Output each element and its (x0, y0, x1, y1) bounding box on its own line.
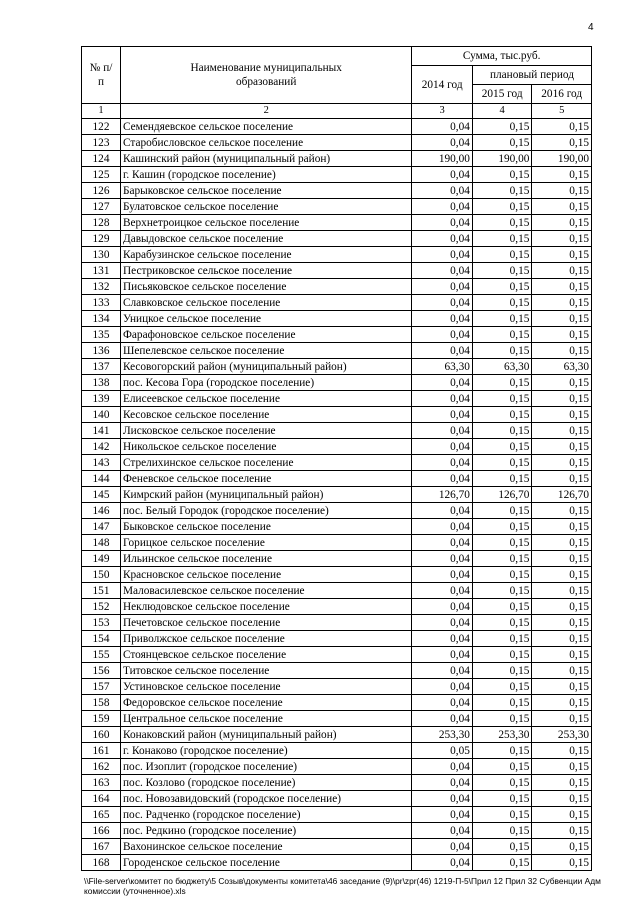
amount-2014: 0,04 (412, 839, 473, 855)
amount-2015: 0,15 (472, 839, 532, 855)
table-row (82, 695, 592, 711)
table-row (82, 359, 592, 375)
amount-2014: 0,04 (412, 711, 473, 727)
municipality-name: Барыковское сельское поселение (120, 183, 411, 199)
municipality-name: пос. Кесова Гора (городское поселение) (120, 375, 411, 391)
row-number: 130 (82, 247, 121, 263)
amount-2014: 63,30 (412, 359, 473, 375)
amount-2015: 0,15 (472, 471, 532, 487)
amount-2014: 126,70 (412, 487, 473, 503)
table-row (82, 183, 592, 199)
column-number: 2 (120, 104, 411, 119)
municipality-name: Верхнетроицкое сельское поселение (120, 215, 411, 231)
row-number: 128 (82, 215, 121, 231)
municipality-name: пос. Белый Городок (городское поселение) (120, 503, 411, 519)
amount-2016: 0,15 (532, 567, 592, 583)
amount-2016: 0,15 (532, 631, 592, 647)
table-row (82, 311, 592, 327)
row-number: 137 (82, 359, 121, 375)
amount-2015: 0,15 (472, 679, 532, 695)
amount-2014: 0,04 (412, 279, 473, 295)
row-number: 126 (82, 183, 121, 199)
municipality-name: пос. Новозавидовский (городское поселение) (120, 791, 411, 807)
amount-2014: 0,04 (412, 183, 473, 199)
municipality-name: Кашинский район (муниципальный район) (120, 151, 411, 167)
table-row (82, 135, 592, 151)
header-number: № п/п (82, 47, 121, 104)
amount-2014: 0,04 (412, 311, 473, 327)
amount-2016: 0,15 (532, 839, 592, 855)
table-row (82, 711, 592, 727)
amount-2016: 190,00 (532, 151, 592, 167)
row-number: 136 (82, 343, 121, 359)
amount-2015: 0,15 (472, 119, 532, 135)
amount-2016: 0,15 (532, 535, 592, 551)
column-number: 5 (532, 104, 592, 119)
municipality-name: Печетовское сельское поселение (120, 615, 411, 631)
amount-2016: 126,70 (532, 487, 592, 503)
row-number: 139 (82, 391, 121, 407)
header-name: Наименование муниципальных образований (120, 47, 411, 104)
amount-2014: 0,04 (412, 599, 473, 615)
amount-2014: 0,04 (412, 439, 473, 455)
budget-table (81, 46, 592, 871)
amount-2014: 0,04 (412, 807, 473, 823)
row-number: 135 (82, 327, 121, 343)
municipality-name: Быковское сельское поселение (120, 519, 411, 535)
amount-2016: 0,15 (532, 663, 592, 679)
amount-2014: 0,04 (412, 631, 473, 647)
row-number: 129 (82, 231, 121, 247)
amount-2014: 0,04 (412, 823, 473, 839)
row-number: 125 (82, 167, 121, 183)
municipality-name: Ильинское сельское поселение (120, 551, 411, 567)
row-number: 124 (82, 151, 121, 167)
amount-2015: 253,30 (472, 727, 532, 743)
amount-2015: 0,15 (472, 263, 532, 279)
table-row (82, 567, 592, 583)
amount-2015: 0,15 (472, 743, 532, 759)
row-number: 132 (82, 279, 121, 295)
amount-2015: 0,15 (472, 375, 532, 391)
table-row (82, 423, 592, 439)
row-number: 140 (82, 407, 121, 423)
municipality-name: Федоровское сельское поселение (120, 695, 411, 711)
table-header (82, 47, 592, 119)
municipality-name: Уницкое сельское поселение (120, 311, 411, 327)
amount-2015: 0,15 (472, 807, 532, 823)
table-row (82, 823, 592, 839)
amount-2014: 0,04 (412, 759, 473, 775)
row-number: 144 (82, 471, 121, 487)
row-number: 155 (82, 647, 121, 663)
amount-2015: 0,15 (472, 583, 532, 599)
amount-2016: 0,15 (532, 439, 592, 455)
municipality-name: Никольское сельское поселение (120, 439, 411, 455)
table-row (82, 471, 592, 487)
amount-2015: 0,15 (472, 663, 532, 679)
amount-2015: 0,15 (472, 759, 532, 775)
table-row (82, 375, 592, 391)
amount-2016: 0,15 (532, 423, 592, 439)
table-row (82, 775, 592, 791)
table-row (82, 631, 592, 647)
table-row (82, 615, 592, 631)
row-number: 164 (82, 791, 121, 807)
amount-2015: 0,15 (472, 295, 532, 311)
row-number: 133 (82, 295, 121, 311)
amount-2015: 0,15 (472, 327, 532, 343)
amount-2015: 0,15 (472, 823, 532, 839)
row-number: 148 (82, 535, 121, 551)
row-number: 150 (82, 567, 121, 583)
amount-2015: 0,15 (472, 519, 532, 535)
amount-2016: 0,15 (532, 183, 592, 199)
table-row (82, 279, 592, 295)
amount-2014: 253,30 (412, 727, 473, 743)
amount-2016: 0,15 (532, 583, 592, 599)
amount-2014: 0,04 (412, 263, 473, 279)
amount-2015: 0,15 (472, 599, 532, 615)
table-row (82, 551, 592, 567)
municipality-name: Красновское сельское поселение (120, 567, 411, 583)
municipality-name: Приволжское сельское поселение (120, 631, 411, 647)
amount-2016: 0,15 (532, 455, 592, 471)
amount-2015: 190,00 (472, 151, 532, 167)
amount-2014: 0,04 (412, 567, 473, 583)
row-number: 122 (82, 119, 121, 135)
municipality-name: Кимрский район (муниципальный район) (120, 487, 411, 503)
row-number: 153 (82, 615, 121, 631)
amount-2015: 0,15 (472, 711, 532, 727)
amount-2016: 0,15 (532, 119, 592, 135)
column-number: 4 (472, 104, 532, 119)
municipality-name: Конаковский район (муниципальный район) (120, 727, 411, 743)
municipality-name: Шепелевское сельское поселение (120, 343, 411, 359)
table-row (82, 855, 592, 871)
amount-2016: 0,15 (532, 503, 592, 519)
amount-2014: 0,04 (412, 327, 473, 343)
amount-2014: 0,04 (412, 615, 473, 631)
table-row (82, 391, 592, 407)
amount-2015: 0,15 (472, 855, 532, 871)
header-year-2014: 2014 год (412, 66, 473, 104)
municipality-name: Булатовское сельское поселение (120, 199, 411, 215)
amount-2015: 126,70 (472, 487, 532, 503)
header-planned-period: плановый период (472, 66, 591, 85)
table-row (82, 439, 592, 455)
amount-2014: 0,04 (412, 343, 473, 359)
row-number: 167 (82, 839, 121, 855)
amount-2016: 0,15 (532, 775, 592, 791)
amount-2015: 0,15 (472, 567, 532, 583)
amount-2015: 0,15 (472, 231, 532, 247)
amount-2014: 0,04 (412, 119, 473, 135)
row-number: 146 (82, 503, 121, 519)
row-number: 154 (82, 631, 121, 647)
amount-2016: 0,15 (532, 295, 592, 311)
amount-2016: 0,15 (532, 791, 592, 807)
header-year-2016: 2016 год (532, 85, 592, 104)
amount-2016: 0,15 (532, 615, 592, 631)
amount-2016: 0,15 (532, 279, 592, 295)
amount-2014: 0,04 (412, 663, 473, 679)
table-row (82, 407, 592, 423)
amount-2016: 0,15 (532, 711, 592, 727)
amount-2016: 0,15 (532, 855, 592, 871)
amount-2015: 0,15 (472, 215, 532, 231)
municipality-name: Елисеевское сельское поселение (120, 391, 411, 407)
amount-2014: 0,04 (412, 583, 473, 599)
table-row (82, 199, 592, 215)
amount-2016: 0,15 (532, 743, 592, 759)
municipality-name: Стоянцевское сельское поселение (120, 647, 411, 663)
municipality-name: Лисковское сельское поселение (120, 423, 411, 439)
amount-2016: 0,15 (532, 407, 592, 423)
amount-2016: 253,30 (532, 727, 592, 743)
table-row (82, 215, 592, 231)
municipality-name: Старобисловское сельское поселение (120, 135, 411, 151)
amount-2014: 0,04 (412, 471, 473, 487)
amount-2014: 0,04 (412, 423, 473, 439)
amount-2016: 0,15 (532, 471, 592, 487)
amount-2016: 0,15 (532, 375, 592, 391)
municipality-name: Кесовское сельское поселение (120, 407, 411, 423)
municipality-name: Славковское сельское поселение (120, 295, 411, 311)
row-number: 168 (82, 855, 121, 871)
row-number: 134 (82, 311, 121, 327)
table-row (82, 743, 592, 759)
row-number: 149 (82, 551, 121, 567)
amount-2015: 63,30 (472, 359, 532, 375)
amount-2016: 0,15 (532, 247, 592, 263)
table-row (82, 119, 592, 135)
amount-2016: 0,15 (532, 647, 592, 663)
amount-2014: 0,04 (412, 519, 473, 535)
municipality-name: Устиновское сельское поселение (120, 679, 411, 695)
amount-2016: 0,15 (532, 823, 592, 839)
municipality-name: пос. Редкино (городское поселение) (120, 823, 411, 839)
amount-2016: 0,15 (532, 311, 592, 327)
amount-2015: 0,15 (472, 551, 532, 567)
amount-2014: 0,05 (412, 743, 473, 759)
municipality-name: Неклюдовское сельское поселение (120, 599, 411, 615)
row-number: 156 (82, 663, 121, 679)
amount-2016: 0,15 (532, 391, 592, 407)
amount-2016: 63,30 (532, 359, 592, 375)
amount-2014: 0,04 (412, 455, 473, 471)
amount-2016: 0,15 (532, 231, 592, 247)
row-number: 143 (82, 455, 121, 471)
column-number: 3 (412, 104, 473, 119)
municipality-name: Стрелихинское сельское поселение (120, 455, 411, 471)
amount-2016: 0,15 (532, 135, 592, 151)
table-row (82, 647, 592, 663)
amount-2016: 0,15 (532, 215, 592, 231)
amount-2014: 0,04 (412, 647, 473, 663)
amount-2014: 0,04 (412, 503, 473, 519)
municipality-name: Пестриковское сельское поселение (120, 263, 411, 279)
amount-2016: 0,15 (532, 343, 592, 359)
municipality-name: Семендяевское сельское поселение (120, 119, 411, 135)
municipality-name: Письяковское сельское поселение (120, 279, 411, 295)
amount-2014: 0,04 (412, 375, 473, 391)
column-number: 1 (82, 104, 121, 119)
table-row (82, 727, 592, 743)
row-number: 123 (82, 135, 121, 151)
table-row (82, 599, 592, 615)
amount-2015: 0,15 (472, 775, 532, 791)
table-row (82, 295, 592, 311)
table-row (82, 247, 592, 263)
table-row (82, 327, 592, 343)
amount-2015: 0,15 (472, 167, 532, 183)
amount-2014: 0,04 (412, 295, 473, 311)
municipality-name: Центральное сельское поселение (120, 711, 411, 727)
amount-2014: 0,04 (412, 551, 473, 567)
amount-2015: 0,15 (472, 439, 532, 455)
municipality-name: г. Кашин (городское поселение) (120, 167, 411, 183)
amount-2014: 0,04 (412, 247, 473, 263)
municipality-name: Карабузинское сельское поселение (120, 247, 411, 263)
amount-2015: 0,15 (472, 343, 532, 359)
file-path-footer: \\File-server\комитет по бюджету\5 Созыв\документы комитета\46 заседание (9)\pr\zpr(46) 1219-П-5\Прил 12 Прил 32 Субвенции Адм комиссии (уточненное).xls (84, 876, 601, 896)
municipality-name: Маловасилевское сельское поселение (120, 583, 411, 599)
row-number: 127 (82, 199, 121, 215)
table-row (82, 663, 592, 679)
row-number: 162 (82, 759, 121, 775)
amount-2014: 0,04 (412, 679, 473, 695)
row-number: 165 (82, 807, 121, 823)
amount-2016: 0,15 (532, 167, 592, 183)
amount-2015: 0,15 (472, 695, 532, 711)
amount-2014: 0,04 (412, 791, 473, 807)
table-row (82, 535, 592, 551)
amount-2015: 0,15 (472, 631, 532, 647)
amount-2016: 0,15 (532, 199, 592, 215)
municipality-name: Фарафоновское сельское поселение (120, 327, 411, 343)
municipality-name: Горицкое сельское поселение (120, 535, 411, 551)
amount-2014: 0,04 (412, 391, 473, 407)
amount-2014: 0,04 (412, 775, 473, 791)
municipality-name: Феневское сельское поселение (120, 471, 411, 487)
table-row (82, 503, 592, 519)
amount-2016: 0,15 (532, 327, 592, 343)
amount-2015: 0,15 (472, 407, 532, 423)
municipality-name: г. Конаково (городское поселение) (120, 743, 411, 759)
header-year-2015: 2015 год (472, 85, 532, 104)
amount-2015: 0,15 (472, 455, 532, 471)
row-number: 131 (82, 263, 121, 279)
amount-2015: 0,15 (472, 135, 532, 151)
table-body (82, 119, 592, 871)
row-number: 151 (82, 583, 121, 599)
table-row (82, 679, 592, 695)
amount-2016: 0,15 (532, 695, 592, 711)
municipality-name: Кесовогорский район (муниципальный район) (120, 359, 411, 375)
amount-2016: 0,15 (532, 599, 592, 615)
row-number: 160 (82, 727, 121, 743)
municipality-name: пос. Изоплит (городское поселение) (120, 759, 411, 775)
amount-2014: 0,04 (412, 855, 473, 871)
row-number: 138 (82, 375, 121, 391)
table-row (82, 455, 592, 471)
row-number: 158 (82, 695, 121, 711)
table-row (82, 343, 592, 359)
table-row (82, 263, 592, 279)
amount-2014: 0,04 (412, 167, 473, 183)
page-number: 4 (588, 22, 594, 33)
amount-2014: 0,04 (412, 535, 473, 551)
municipality-name: Давыдовское сельское поселение (120, 231, 411, 247)
amount-2014: 0,04 (412, 199, 473, 215)
amount-2016: 0,15 (532, 519, 592, 535)
amount-2015: 0,15 (472, 183, 532, 199)
row-number: 145 (82, 487, 121, 503)
amount-2015: 0,15 (472, 391, 532, 407)
row-number: 142 (82, 439, 121, 455)
row-number: 157 (82, 679, 121, 695)
amount-2014: 0,04 (412, 695, 473, 711)
amount-2014: 0,04 (412, 215, 473, 231)
row-number: 163 (82, 775, 121, 791)
amount-2016: 0,15 (532, 679, 592, 695)
table-row (82, 487, 592, 503)
table-row (82, 151, 592, 167)
table-row (82, 231, 592, 247)
row-number: 161 (82, 743, 121, 759)
amount-2015: 0,15 (472, 423, 532, 439)
amount-2014: 190,00 (412, 151, 473, 167)
municipality-name: пос. Радченко (городское поселение) (120, 807, 411, 823)
amount-2015: 0,15 (472, 199, 532, 215)
municipality-name: Титовское сельское поселение (120, 663, 411, 679)
table-row (82, 839, 592, 855)
table-row (82, 519, 592, 535)
table-row (82, 759, 592, 775)
table-row (82, 791, 592, 807)
amount-2015: 0,15 (472, 503, 532, 519)
amount-2015: 0,15 (472, 615, 532, 631)
amount-2015: 0,15 (472, 791, 532, 807)
row-number: 152 (82, 599, 121, 615)
header-sum: Сумма, тыс.руб. (412, 47, 592, 66)
amount-2015: 0,15 (472, 311, 532, 327)
row-number: 141 (82, 423, 121, 439)
amount-2015: 0,15 (472, 247, 532, 263)
amount-2015: 0,15 (472, 647, 532, 663)
municipality-name: Вахонинское сельское поселение (120, 839, 411, 855)
amount-2016: 0,15 (532, 807, 592, 823)
amount-2016: 0,15 (532, 263, 592, 279)
table-row (82, 583, 592, 599)
municipality-name: Городенское сельское поселение (120, 855, 411, 871)
amount-2015: 0,15 (472, 535, 532, 551)
amount-2014: 0,04 (412, 135, 473, 151)
row-number: 159 (82, 711, 121, 727)
amount-2016: 0,15 (532, 551, 592, 567)
amount-2016: 0,15 (532, 759, 592, 775)
table-row (82, 807, 592, 823)
municipality-name: пос. Козлово (городское поселение) (120, 775, 411, 791)
row-number: 147 (82, 519, 121, 535)
amount-2014: 0,04 (412, 407, 473, 423)
amount-2014: 0,04 (412, 231, 473, 247)
amount-2015: 0,15 (472, 279, 532, 295)
table-row (82, 167, 592, 183)
row-number: 166 (82, 823, 121, 839)
